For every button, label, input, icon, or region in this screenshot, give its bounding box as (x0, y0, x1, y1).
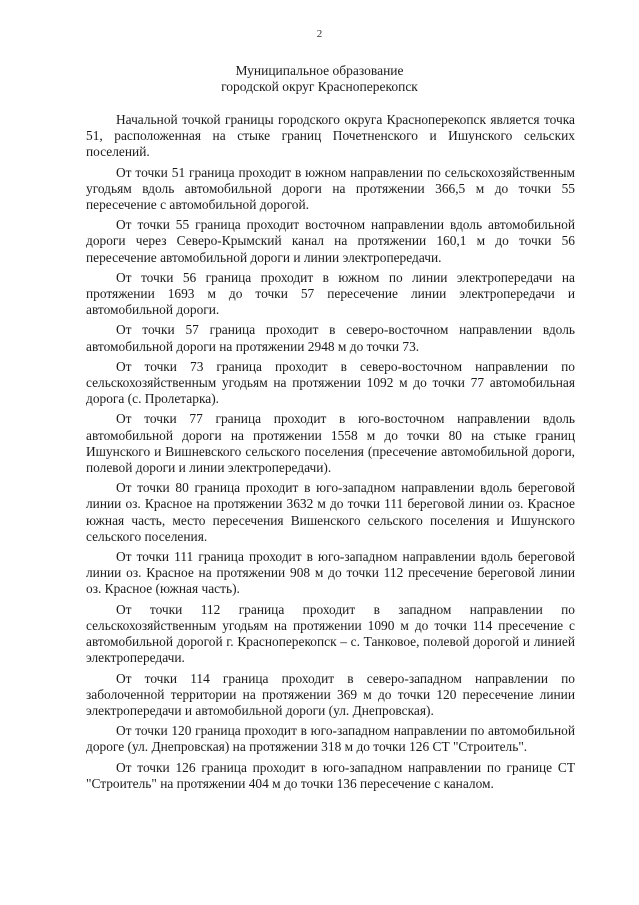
paragraph: Начальной точкой границы городского округа Красноперекопск является точка 51, расположенная на стыке границ Почетненского и Ишунского сельских поселений. (86, 112, 575, 160)
paragraph: От точки 112 граница проходит в западном направлении по сельскохозяйственным угодьям на протяжении 1090 м до точки 114 пресечение с автомобильной дорогой г. Красноперекопск – с. Танковое, полевой дорогой и линией электропередачи. (86, 601, 575, 666)
paragraph: От точки 73 граница проходит в северо-восточном направлении по сельскохозяйственным угодьям на протяжении 1092 м до точки 77 автомобильная дорога (с. Пролетарка). (86, 358, 575, 407)
paragraph: От точки 57 граница проходит в северо-восточном направлении вдоль автомобильной дороги на протяжении 2948 м до точки 73. (86, 322, 575, 354)
paragraph: От точки 114 граница проходит в северо-западном направлении по заболоченной территории на протяжении 369 м до точки 120 пересечение линии электропередачи и автомобильной дороги (ул. Днепровская). (86, 670, 575, 718)
paragraph: От точки 80 граница проходит в юго-западном направлении вдоль береговой линии оз. Красное на протяжении 3632 м до точки 111 береговой линии оз. Красное южная часть, место пересечения Вишенского сельского поселения и Ишунского сельского поселения. (86, 480, 575, 544)
title-line-1: Муниципальное образование (235, 63, 404, 78)
paragraph: От точки 55 граница проходит восточном направлении вдоль автомобильной дороги через Северо-Крымский канал на протяжении 160,1 м до точки 56 пересечение автомобильной дороги и линии электропередачи. (86, 217, 575, 265)
document-body (86, 112, 575, 796)
paragraph: От точки 120 граница проходит в юго-западном направлении по автомобильной дороге (ул. Днепровская) на протяжении 318 м до точки 126 СТ "Строитель". (86, 723, 575, 755)
paragraph: От точки 51 граница проходит в южном направлении по сельскохозяйственным угодьям вдоль автомобильной дороги на протяжении 366,5 м до точки 55 пересечение с автомобильной дорогой. (86, 164, 575, 213)
title-line-2: городской округ Красноперекопск (221, 79, 418, 94)
paragraph: От точки 56 граница проходит в южном по линии электропередачи на протяжении 1693 м до точки 57 пересечение линии электропередачи и автомобильной дороги. (86, 269, 575, 318)
paragraph: От точки 77 граница проходит в юго-восточном направлении вдоль автомобильной дороги на протяжении 1558 м до точки 80 на стыке границ Ишунского и Вишневского сельского поселения (пресечение автомобильной дороги, полевой дороги и линии электропередачи). (86, 411, 575, 476)
page-number: 2 (316, 28, 323, 40)
paragraph: От точки 126 граница проходит в юго-западном направлении по границе СТ "Строитель" на протяжении 404 м до точки 136 пересечение с каналом. (86, 759, 575, 791)
document-title (0, 63, 639, 95)
paragraph: От точки 111 граница проходит в юго-западном направлении вдоль береговой линии оз. Красное на протяжении 908 м до точки 112 пресечение береговой линии оз. Красное (южная часть). (86, 549, 575, 597)
